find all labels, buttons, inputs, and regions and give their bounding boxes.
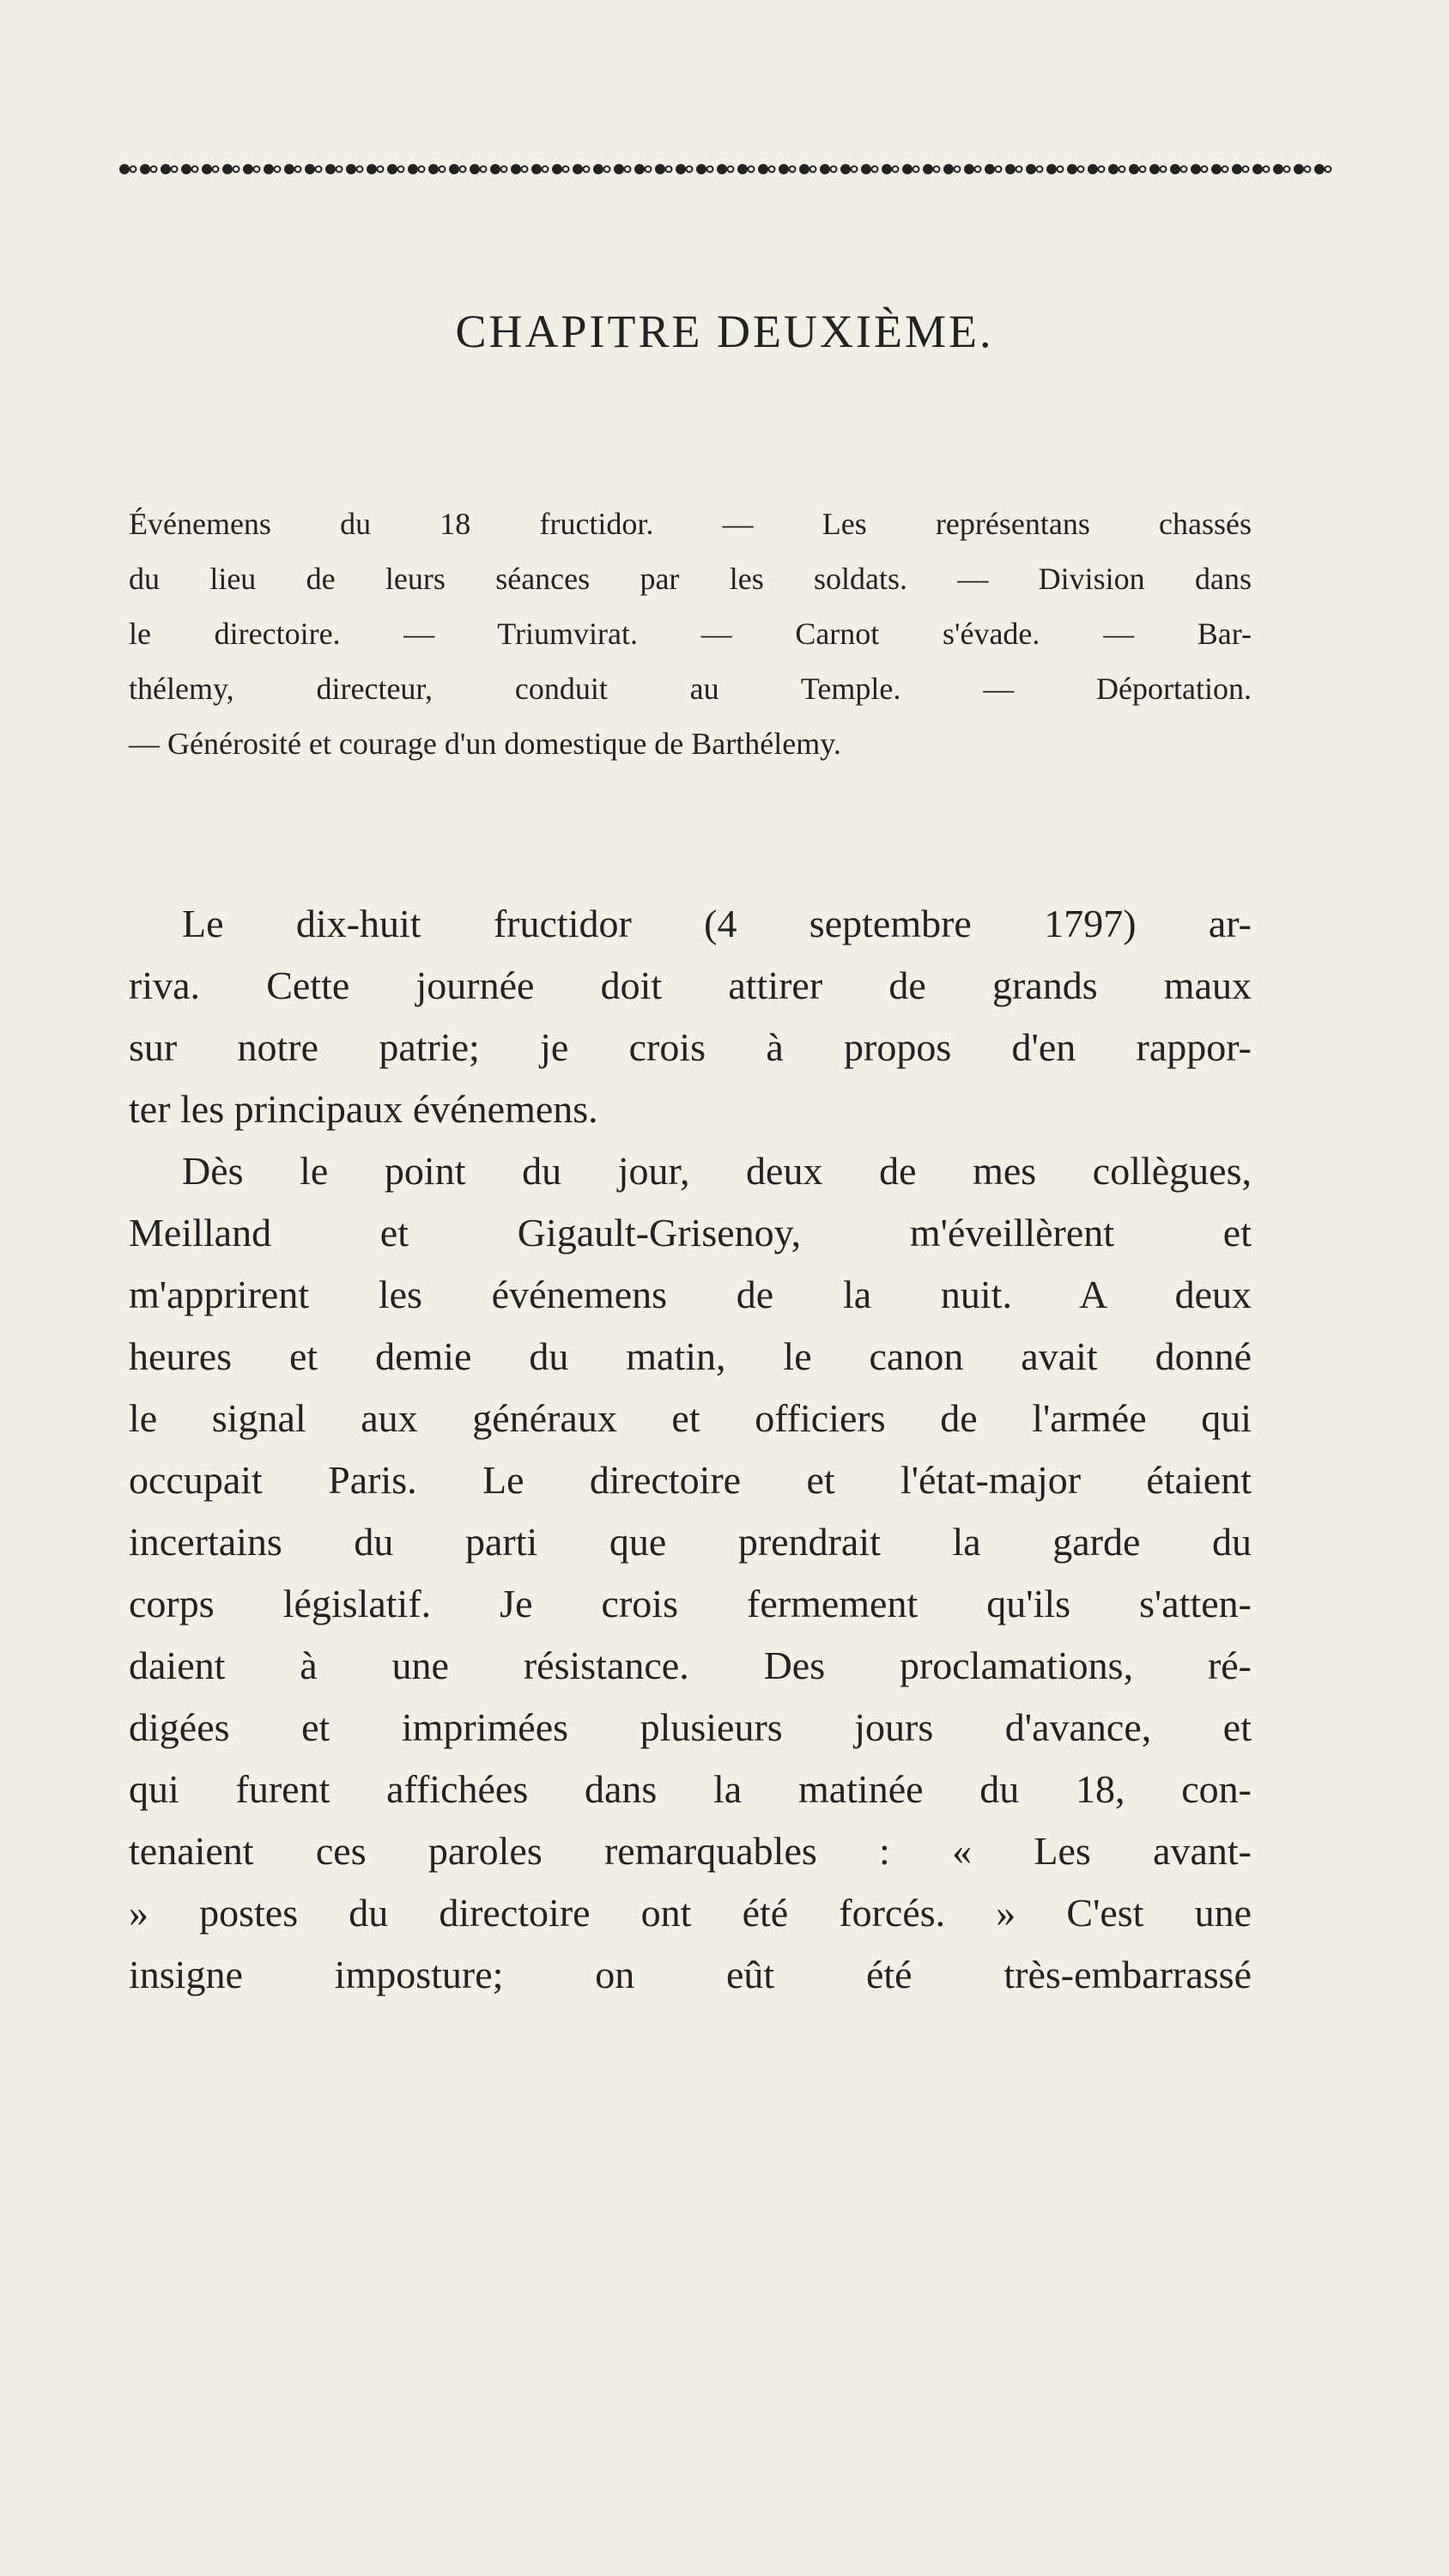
ornament-motif [428, 164, 446, 174]
ornament-motif [964, 164, 981, 174]
ornament-motif [943, 164, 961, 174]
ornament-motif [634, 164, 652, 174]
ornament-motif [1108, 164, 1125, 174]
ornament-motif [1211, 164, 1228, 174]
ornament-motif [840, 164, 858, 174]
ornament-motif [490, 164, 507, 174]
text-line: Dès le point du jour, deux de mes collègues, [182, 1149, 1252, 1193]
ornament-motif [1149, 164, 1167, 174]
ornament-motif [593, 164, 610, 174]
ornament-motif [1067, 164, 1084, 174]
ornament-motif [367, 164, 384, 174]
body-text [129, 893, 1252, 2006]
ornament-motif [264, 164, 281, 174]
text-line: Le dix-huit fructidor (4 septembre 1797) ar- [182, 902, 1252, 945]
chapter-title: CHAPITRE DEUXIÈME. [455, 306, 994, 357]
ornament-motif [1252, 164, 1270, 174]
ornament-motif [779, 164, 796, 174]
text-line: corps législatif. Je crois fermement qu'ils s'atten- [129, 1582, 1252, 1625]
ornament-motif [1191, 164, 1208, 174]
text-line: » postes du directoire ont été forcés. » C'est une [129, 1891, 1252, 1935]
ornament-motif [1170, 164, 1187, 174]
ornament-motif [985, 164, 1002, 174]
ornament-motif [882, 164, 899, 174]
summary-line: le directoire. — Triumvirat. — Carnot s'évade. — Bar- [129, 617, 1252, 651]
ornament-motif [861, 164, 878, 174]
text-line: ter les principaux événemens. [129, 1087, 598, 1131]
ornament-motif [387, 164, 404, 174]
text-line: sur notre patrie; je crois à propos d'en rappor- [129, 1025, 1252, 1069]
ornament-motif [1294, 164, 1311, 174]
ornament-motif [1026, 164, 1043, 174]
ornament-motif [181, 164, 198, 174]
ornament-motif [1314, 164, 1331, 174]
ornament-motif [1129, 164, 1146, 174]
ornament-motif [902, 164, 919, 174]
text-line: insigne imposture; on eût été très-embarrassé [129, 1953, 1252, 1996]
ornament-motif [408, 164, 425, 174]
ornament-motif [1273, 164, 1290, 174]
summary-line: thélemy, directeur, conduit au Temple. — Déportation. [129, 671, 1252, 706]
text-line: le signal aux généraux et officiers de l'armée qui [129, 1396, 1252, 1440]
summary-line: du lieu de leurs séances par les soldats. — Division dans [129, 562, 1252, 596]
decorative-rule-icon [117, 160, 1351, 179]
ornament-motif [140, 164, 157, 174]
ornament-motif [923, 164, 940, 174]
text-line: qui furent affichées dans la matinée du 18, con- [129, 1767, 1252, 1811]
ornament-motif [119, 164, 136, 174]
ornament-motif [284, 164, 301, 174]
ornament-motif [696, 164, 713, 174]
ornament-motif [1088, 164, 1105, 174]
ornament-motif [717, 164, 734, 174]
summary-line: Événemens du 18 fructidor. — Les représentans chassés [129, 507, 1252, 541]
ornament-motif [573, 164, 590, 174]
text-line: incertains du parti que prendrait la garde du [129, 1520, 1252, 1564]
ornament-motif [1046, 164, 1064, 174]
ornament-motif [676, 164, 693, 174]
ornament-motif [1232, 164, 1249, 174]
paragraph-1 [129, 893, 1252, 1140]
text-line: heures et demie du matin, le canon avait donné [129, 1334, 1252, 1378]
ornament-motif [552, 164, 569, 174]
ornament-motif [305, 164, 322, 174]
summary-line: — Générosité et courage d'un domestique de Barthélemy. [129, 726, 841, 761]
ornament-motif [799, 164, 816, 174]
ornament-motif [820, 164, 837, 174]
ornament-motif [449, 164, 466, 174]
ornament-motif [346, 164, 363, 174]
ornament-motif [614, 164, 631, 174]
paragraph-2 [129, 1140, 1252, 2006]
ornament-motif [202, 164, 219, 174]
ornament-motif [161, 164, 178, 174]
ornament-band [117, 160, 1351, 179]
ornament-motif [531, 164, 549, 174]
chapter-summary [129, 496, 1252, 771]
text-line: daient à une résistance. Des proclamations, ré- [129, 1643, 1252, 1687]
ornament-motif [243, 164, 260, 174]
text-line: occupait Paris. Le directoire et l'état-major étaient [129, 1458, 1252, 1502]
ornament-motif [737, 164, 755, 174]
text-line: m'apprirent les événemens de la nuit. A deux [129, 1273, 1252, 1316]
ornament-motif [222, 164, 239, 174]
ornament-motif [511, 164, 528, 174]
text-line: tenaient ces paroles remarquables : « Les avant- [129, 1829, 1252, 1873]
ornament-motif [1005, 164, 1022, 174]
ornament-motif [325, 164, 343, 174]
text-line: digées et imprimées plusieurs jours d'avance, et [129, 1705, 1252, 1749]
ornament-motif [655, 164, 672, 174]
ornament-motif [470, 164, 487, 174]
ornament-motif [758, 164, 775, 174]
text-line: Meilland et Gigault-Grisenoy, m'éveillèrent et [129, 1211, 1252, 1255]
text-line: riva. Cette journée doit attirer de grands maux [129, 963, 1252, 1007]
